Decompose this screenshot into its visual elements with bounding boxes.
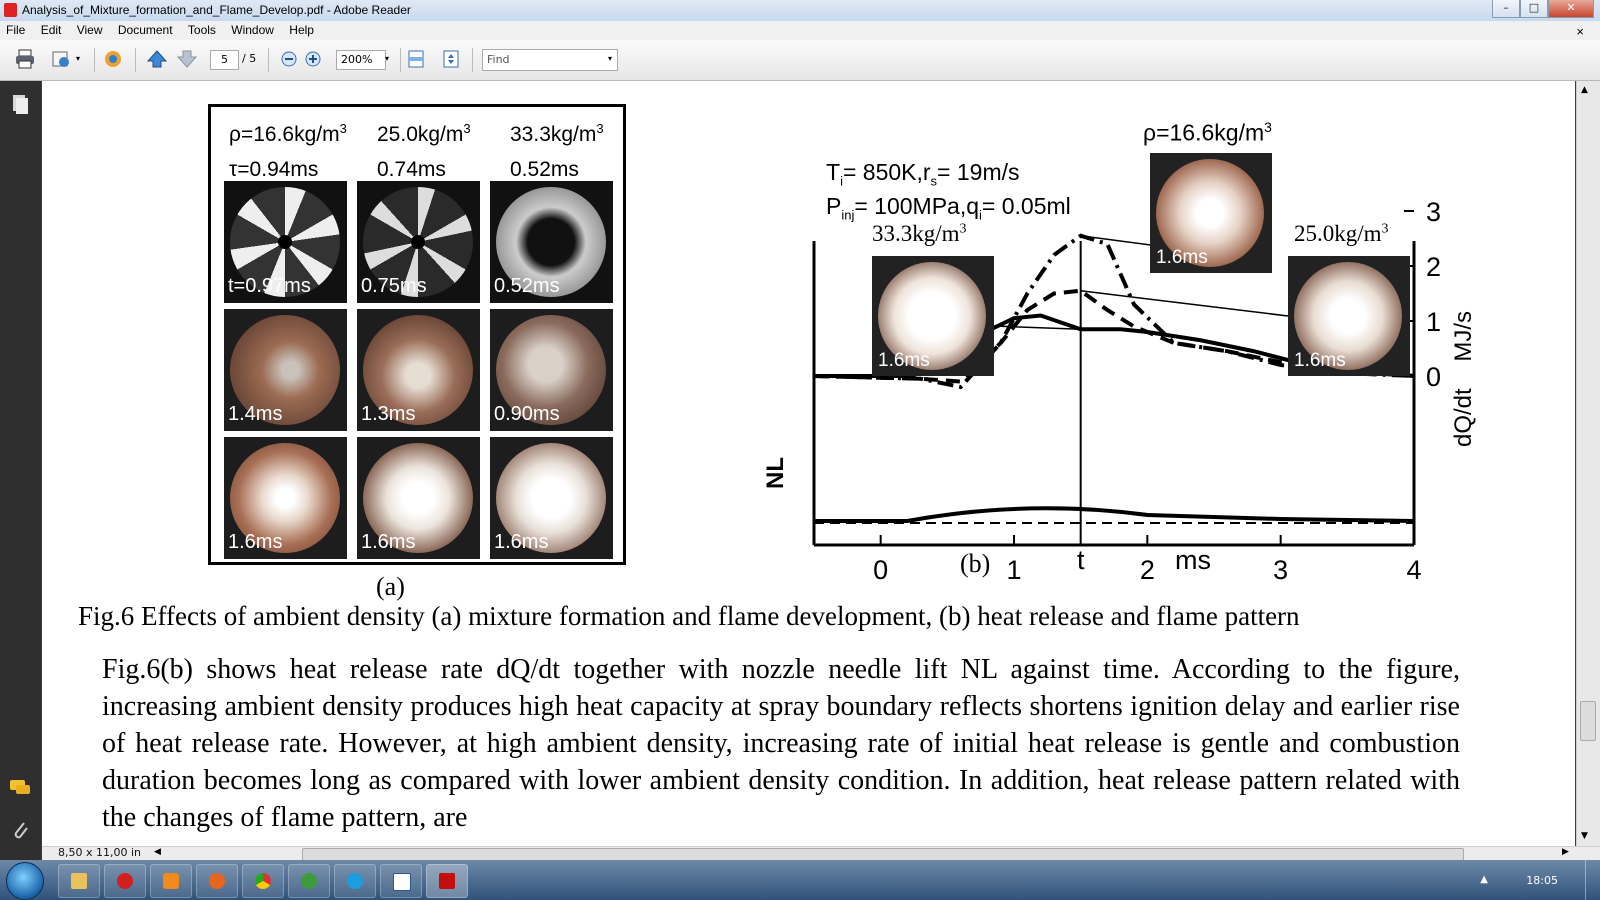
figure-a-image-r3c2 (357, 437, 480, 559)
vertical-scroll-thumb[interactable] (1580, 701, 1596, 741)
menu-bar (0, 21, 1600, 40)
start-button[interactable] (6, 862, 44, 900)
needle-lift-trace (814, 508, 1414, 521)
x-tick-label-3: 3 (1273, 555, 1289, 581)
taskbar-opera[interactable] (104, 864, 146, 898)
figure-a-time-r3c2: 1.6ms (361, 531, 416, 553)
page-total: / 5 (242, 52, 257, 65)
x-tick-label-2: 2 (1139, 555, 1155, 581)
figure-a-image-r1c1 (224, 181, 347, 303)
comments-panel-icon[interactable] (8, 778, 32, 798)
toolbar (0, 40, 1600, 81)
maximize-button[interactable]: □ (1520, 0, 1548, 18)
figure-a-time-r2c1: 1.4ms (228, 403, 283, 425)
figure-b-label: (b) (960, 549, 991, 578)
figure-a-panel (208, 104, 626, 565)
fit-width-icon[interactable] (405, 49, 427, 69)
inset-label-rho-250: $25.0kg/m^3$ (1294, 221, 1389, 246)
pages-panel-icon[interactable] (10, 93, 30, 115)
scroll-down-icon[interactable]: ▼ (1581, 831, 1588, 841)
flame-inset-rho-333-time: 1.6ms (878, 350, 930, 371)
figure-a-time-r3c3: 1.6ms (494, 531, 549, 553)
collaborate-icon[interactable] (102, 49, 124, 69)
figure-a-col3-density: $33.3kg/m^3$ (510, 121, 604, 146)
figure-b-conditions-line2: $P_{inj}= 100MPa,q_i= 0.05ml$ (826, 193, 1071, 223)
y-tick-label-2: 2 (1426, 252, 1442, 282)
figure-a-time-r2c3: 0.90ms (494, 403, 560, 425)
fit-page-icon[interactable] (440, 49, 462, 69)
zoom-level-select[interactable]: 200% (336, 50, 386, 70)
figure-a-label: (a) (376, 572, 405, 601)
figure-a-image-r1c2 (357, 181, 480, 303)
body-paragraph: Fig.6(b) shows heat release rate dQ/dt together with nozzle needle lift NL against time. According to the figure, increasing ambient density produces high heat capacity at spray boundary reflects shortens ignition delay and earlier rise of heat release rate. However, at high ambient density, increasing rate of initial heat release is gentle and combustion duration becomes long as compared with lower ambient density condition. In addition, heat release pattern related with the changes of flame pattern, are (102, 654, 1460, 833)
page-size-label: 8,50 x 11,00 in (58, 846, 142, 859)
figure-a-image-r3c3 (490, 437, 613, 559)
share-dropdown-icon[interactable]: ▾ (76, 54, 81, 63)
figure-a-col2-delay: 0.74ms (377, 158, 446, 181)
attachments-panel-icon[interactable] (10, 819, 30, 841)
previous-page-icon[interactable] (146, 49, 168, 69)
flame-inset-rho-166-time: 1.6ms (1156, 247, 1208, 268)
taskbar-media-player[interactable] (150, 864, 192, 898)
navigation-panel (0, 81, 41, 860)
x-axis-label-t: t (1077, 545, 1085, 575)
x-tick-label-1: 1 (1006, 555, 1022, 581)
figure-a-col2-density: $25.0kg/m^3$ (377, 121, 471, 146)
menu-window[interactable]: Window (231, 23, 274, 37)
figure-a-time-r1c3: 0.52ms (494, 275, 560, 297)
x-tick-label-0: 0 (873, 555, 889, 581)
menu-view[interactable]: View (76, 23, 103, 37)
scroll-up-icon[interactable]: ▲ (1581, 85, 1588, 95)
document-page (42, 81, 1575, 846)
y-axis-label-dqdt: dQ/dt MJ/s (1450, 310, 1477, 447)
flame-inset-rho-166 (1150, 153, 1272, 273)
taskbar-firefox[interactable] (196, 864, 238, 898)
menu-help[interactable]: Help (289, 23, 314, 37)
figure-a-col1-density: $\rho=16.6kg/m^3$ (229, 121, 347, 146)
menu-file[interactable]: File (6, 23, 26, 37)
y-axis-label-nl: NL (762, 457, 789, 489)
document-close-button[interactable]: × (1576, 24, 1584, 39)
window-title: Analysis_of_Mixture_formation_and_Flame_Develop.pdf - Adobe Reader (22, 3, 411, 17)
figure-a-col3-delay: 0.52ms (510, 158, 579, 181)
find-input[interactable]: Find (482, 49, 618, 71)
page-number-input[interactable]: 5 (210, 50, 239, 70)
figure-a-image-r2c1 (224, 309, 347, 431)
y-tick-label-1: 1 (1426, 307, 1442, 337)
figure-a-image-r2c3 (490, 309, 613, 431)
zoom-out-icon[interactable] (278, 49, 300, 69)
adobe-reader-icon (4, 3, 17, 17)
share-icon[interactable] (50, 49, 72, 69)
taskbar-utility[interactable] (288, 864, 330, 898)
taskbar-explorer[interactable] (58, 864, 100, 898)
menu-tools[interactable]: Tools (187, 23, 216, 37)
menu-edit[interactable]: Edit (40, 23, 62, 37)
next-page-icon[interactable] (176, 49, 198, 69)
tray-expand-icon[interactable]: ▲ (1480, 874, 1488, 885)
figure-b-panel (722, 111, 1512, 581)
taskbar-clock: 18:05 (1526, 874, 1558, 887)
taskbar-word[interactable] (380, 864, 422, 898)
scroll-right-icon[interactable]: ▶ (1562, 847, 1569, 857)
figure-a-time-r1c1: t=0.97ms (228, 275, 311, 297)
flame-inset-rho-333 (872, 256, 994, 376)
taskbar-skype[interactable] (334, 864, 376, 898)
figure-a-time-r1c2: 0.75ms (361, 275, 427, 297)
figure-a-col1-delay: τ=0.94ms (229, 158, 319, 181)
vertical-scrollbar[interactable] (1576, 81, 1600, 846)
inset-label-rho-333: $33.3kg/m^3$ (872, 221, 967, 246)
print-icon[interactable] (14, 49, 36, 69)
horizontal-scrollbar[interactable] (42, 846, 1600, 861)
figure-a-image-r1c3 (490, 181, 613, 303)
title-bar (0, 0, 1600, 21)
x-axis-label-unit: ms (1175, 545, 1211, 575)
figure-caption: Fig.6 Effects of ambient density (a) mixture formation and flame development, (b) heat release and flame pattern (78, 601, 1300, 631)
x-tick-label-4: 4 (1406, 555, 1422, 581)
y-tick-label-3: 3 (1426, 197, 1442, 227)
zoom-in-icon[interactable] (302, 49, 324, 69)
show-desktop-button[interactable] (1585, 860, 1600, 900)
figure-a-image-r3c1 (224, 437, 347, 559)
flame-inset-rho-250 (1288, 256, 1410, 376)
flame-inset-rho-250-time: 1.6ms (1294, 350, 1346, 371)
y-tick-label-0: 0 (1426, 362, 1442, 392)
minimize-button[interactable]: – (1492, 0, 1520, 18)
figure-a-image-r2c2 (357, 309, 480, 431)
figure-a-time-r2c2: 1.3ms (361, 403, 416, 425)
scroll-left-icon[interactable]: ◀ (154, 847, 161, 857)
menu-document[interactable]: Document (117, 23, 173, 37)
find-dropdown-icon[interactable]: ▾ (608, 54, 613, 63)
taskbar (0, 860, 1600, 900)
zoom-dropdown-icon[interactable]: ▾ (385, 54, 390, 63)
taskbar-chrome[interactable] (242, 864, 284, 898)
figure-a-time-r3c1: 1.6ms (228, 531, 283, 553)
close-button[interactable]: ✕ (1548, 0, 1594, 18)
figure-b-conditions-line1: $T_i= 850K,r_s= 19m/s$ (826, 159, 1020, 189)
inset-label-rho-166: $\rho=16.6kg/m^3$ (1143, 119, 1272, 146)
taskbar-adobe-reader[interactable] (426, 864, 468, 898)
